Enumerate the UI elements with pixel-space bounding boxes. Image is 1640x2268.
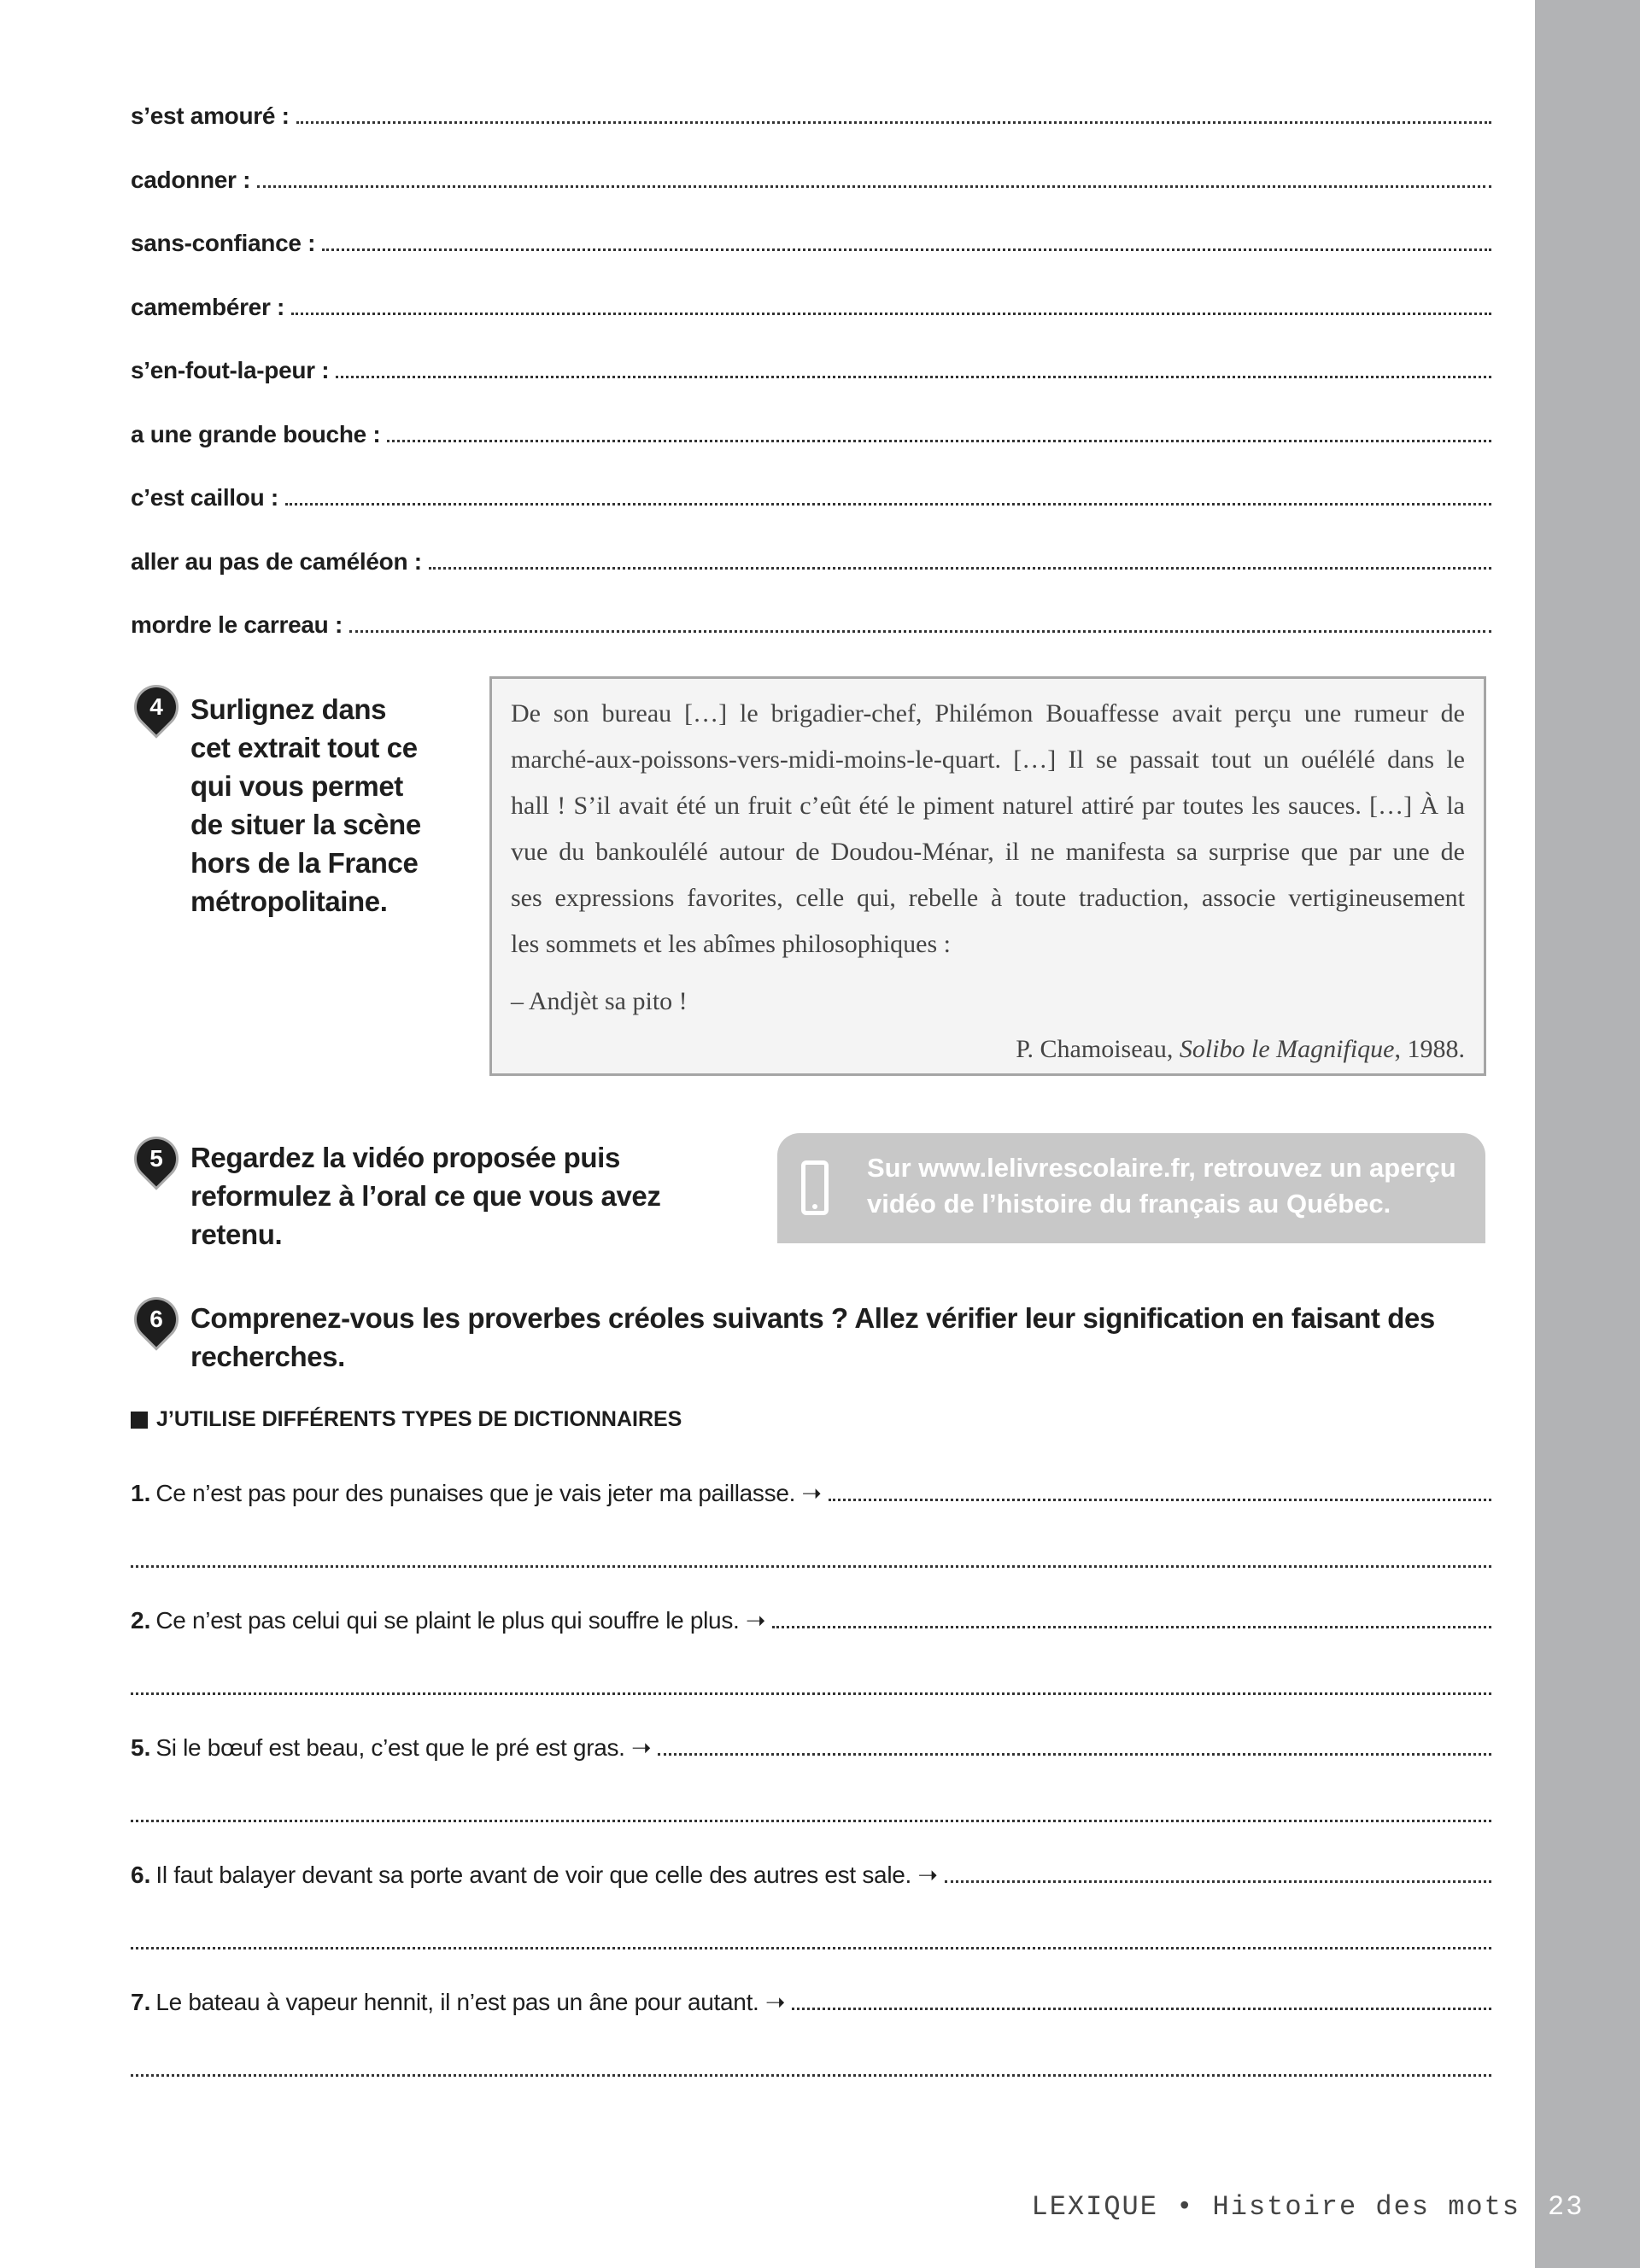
section-heading: J’UTILISE DIFFÉRENTS TYPES DE DICTIONNAIRES (131, 1407, 682, 1432)
proverb-number: 2. (131, 1607, 151, 1634)
vocabulary-row (131, 541, 1491, 576)
vocabulary-row (131, 160, 1491, 194)
answer-line[interactable] (131, 2074, 1491, 2077)
exercise-6-instruction: Comprenez-vous les proverbes créoles suivants ? Allez vérifier leur signification en faisant des recherches. (190, 1302, 1435, 1372)
quote-excerpt-box: De son bureau […] le brigadier-chef, Philémon Bouaffesse avait perçu une rumeur de marché-aux-poissons-vers-midi-moins-le-quart. […] Il se passait tout un ouélélé dans le hall ! S’il avait été un fruit c’eût été le piment naturel attiré par toutes les sauces. […] À la vue du bankoulélé autour de Doudou-Ménar, il ne manifesta sa surprise que par une de ses expressions favorites, celle qui, rebelle à toute traduction, associe vertigineusement les sommets et les abîmes philosophiques : – Andjèt sa pito ! P. Chamoiseau, Solibo le Magnifique, 1988. (489, 676, 1486, 1076)
vocabulary-term: cadonner : (131, 166, 251, 193)
answer-line[interactable] (322, 248, 1491, 251)
answer-line[interactable] (131, 1820, 1491, 1822)
proverb-row (131, 1727, 1491, 1762)
answer-line[interactable] (349, 630, 1491, 633)
answer-line[interactable] (285, 503, 1491, 506)
proverb-text: Si le bœuf est beau, c’est que le pré est gras. ➝ (155, 1734, 652, 1761)
vocabulary-row (131, 223, 1491, 257)
page-side-band (1535, 0, 1640, 2268)
vocabulary-term: mordre le carreau : (131, 611, 343, 638)
proverb-row (131, 1473, 1491, 1507)
quote-reply: – Andjèt sa pito ! (511, 987, 688, 1015)
online-resource-text: Sur www.lelivrescolaire.fr, retrouvez un aperçu vidéo de l’histoire du français au Québec. (867, 1153, 1456, 1219)
proverb-number: 7. (131, 1989, 151, 2015)
vocabulary-row (131, 287, 1491, 321)
answer-line[interactable] (131, 1947, 1491, 1949)
exercise-5-instruction: Regardez la vidéo proposée puis reformulez à l’oral ce que vous avez retenu. (190, 1142, 661, 1250)
vocabulary-row (131, 414, 1491, 448)
answer-line[interactable] (945, 1880, 1491, 1883)
vocabulary-term: c’est caillou : (131, 484, 278, 511)
vocabulary-row (131, 96, 1491, 130)
answer-line[interactable] (829, 1499, 1491, 1501)
page-number: 23 (1548, 2191, 1584, 2223)
answer-line[interactable] (658, 1753, 1491, 1756)
answer-line[interactable] (336, 376, 1491, 378)
answer-line[interactable] (291, 313, 1491, 315)
answer-line[interactable] (429, 567, 1491, 570)
answer-line[interactable] (257, 185, 1491, 188)
proverb-text: Ce n’est pas pour des punaises que je vais jeter ma paillasse. ➝ (155, 1480, 822, 1506)
vocabulary-term: camembérer : (131, 293, 285, 320)
vocabulary-term: s’est amouré : (131, 102, 290, 129)
vocabulary-row (131, 605, 1491, 639)
exercise-6-badge: 6 (128, 1291, 184, 1347)
square-bullet-icon (131, 1412, 148, 1429)
proverb-number: 1. (131, 1480, 151, 1506)
vocabulary-term: a une grande bouche : (131, 420, 381, 447)
answer-line[interactable] (131, 1565, 1491, 1568)
vocabulary-term: sans-confiance : (131, 230, 316, 256)
answer-line[interactable] (792, 2008, 1491, 2010)
proverb-number: 5. (131, 1734, 151, 1761)
proverb-row (131, 1600, 1491, 1634)
answer-line[interactable] (131, 1692, 1491, 1695)
footer-section-title: LEXIQUE • Histoire des mots (1031, 2191, 1520, 2223)
proverb-row (131, 1855, 1491, 1889)
vocabulary-term: s’en-fout-la-peur : (131, 357, 330, 383)
exercise-5-badge: 5 (128, 1131, 184, 1186)
answer-line[interactable] (387, 440, 1491, 442)
proverb-row (131, 1982, 1491, 2016)
vocabulary-row (131, 350, 1491, 384)
exercise-4-badge: 4 (128, 679, 184, 734)
online-resource-box[interactable] (777, 1133, 1485, 1243)
answer-line[interactable] (296, 121, 1491, 124)
proverb-text: Ce n’est pas celui qui se plaint le plus qui souffre le plus. ➝ (155, 1607, 766, 1634)
quote-source: P. Chamoiseau, Solibo le Magnifique, 1988. (1016, 1035, 1465, 1063)
vocabulary-term: aller au pas de caméléon : (131, 547, 422, 575)
exercise-4-instruction: Surlignez dans cet extrait tout ce qui vous permet de situer la scène hors de la France métropolitaine. (190, 693, 421, 917)
proverb-text: Il faut balayer devant sa porte avant de voir que celle des autres est sale. ➝ (155, 1862, 938, 1888)
vocabulary-row (131, 477, 1491, 511)
proverb-number: 6. (131, 1862, 151, 1888)
smartphone-icon (801, 1160, 829, 1215)
answer-line[interactable] (772, 1626, 1491, 1628)
proverb-text: Le bateau à vapeur hennit, il n’est pas un âne pour autant. ➝ (155, 1989, 786, 2015)
